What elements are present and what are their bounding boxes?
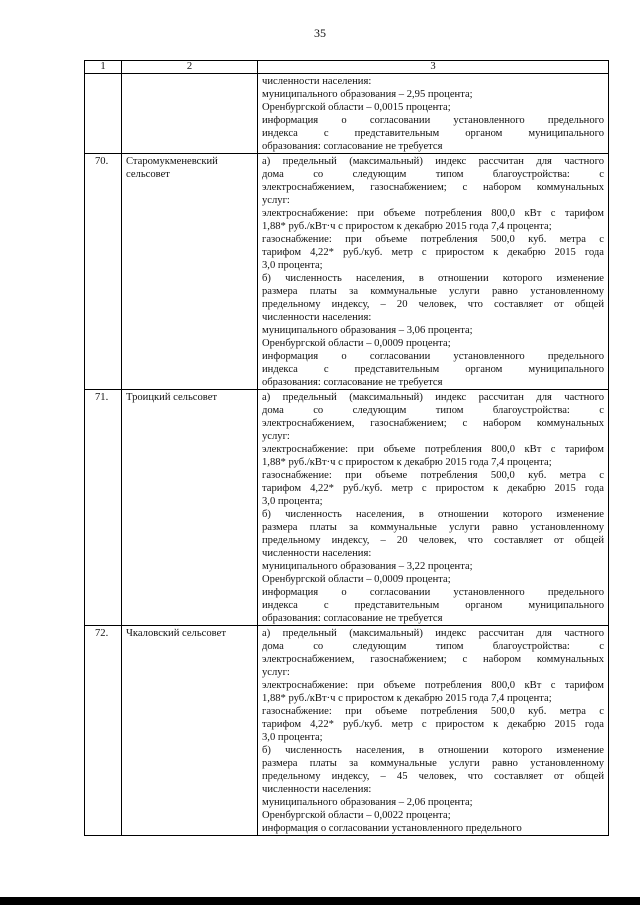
description-line: тарифом 4,22* руб./куб. метр с приростом к декабрю 2015 года xyxy=(262,483,604,494)
description-line: Оренбургской области – 0,0015 процента; xyxy=(262,102,451,113)
description-line: а) предельный (максимальный) индекс рассчитан для частного xyxy=(262,156,604,167)
description-line: Оренбургской области – 0,0009 процента; xyxy=(262,338,451,349)
description-line: предельному индексу, – 20 человек, что составляет от общей xyxy=(262,535,604,546)
table-row xyxy=(85,390,609,626)
description-line: б) численность населения, в отношении которого изменение xyxy=(262,509,604,520)
description-line: Оренбургской области – 0,0022 процента; xyxy=(262,810,451,821)
row-number: 72. xyxy=(85,626,122,836)
scan-edge-bar xyxy=(0,897,640,905)
row-number: 71. xyxy=(85,390,122,626)
description-line: численности населения: xyxy=(262,784,372,795)
description-line: Оренбургской области – 0,0009 процента; xyxy=(262,574,451,585)
description-line: образования: согласование не требуется xyxy=(262,613,443,624)
description-line: предельному индексу, – 45 человек, что составляет от общей xyxy=(262,771,604,782)
description-line: тарифом 4,22* руб./куб. метр с приростом к декабрю 2015 года xyxy=(262,247,604,258)
description-line: дома со следующим типом благоустройства: с xyxy=(262,169,604,180)
description-line: образования: согласование не требуется xyxy=(262,377,443,388)
header-col-1: 1 xyxy=(85,61,122,74)
description-line: электроснабжением, газоснабжением; с набором коммунальных xyxy=(262,418,604,429)
description-line: электроснабжением, газоснабжением; с набором коммунальных xyxy=(262,182,604,193)
table-row xyxy=(85,626,609,836)
description-line: муниципального образования – 2,95 процента; xyxy=(262,89,473,100)
municipality-name xyxy=(122,74,258,154)
description-line: муниципального образования – 3,06 процента; xyxy=(262,325,473,336)
description-line: информация о согласовании установленного предельного xyxy=(262,587,604,598)
description-line: б) численность населения, в отношении которого изменение xyxy=(262,745,604,756)
municipality-name: Старомукменевский сельсовет xyxy=(122,154,258,390)
description-line: численности населения: xyxy=(262,76,372,87)
page-number: 35 xyxy=(314,26,326,40)
table-header-row xyxy=(85,61,609,74)
description-line: предельному индексу, – 20 человек, что составляет от общей xyxy=(262,299,604,310)
description-line: газоснабжение: при объеме потребления 500,0 куб. метра с xyxy=(262,706,604,717)
row-number xyxy=(85,74,122,154)
description-line: индекса с представительным органом муниципального xyxy=(262,364,604,375)
description-line: 3,0 процента; xyxy=(262,260,323,271)
description-line: индекса с представительным органом муниципального xyxy=(262,600,604,611)
description-line: муниципального образования – 3,22 процента; xyxy=(262,561,473,572)
table-row xyxy=(85,74,609,154)
municipality-name: Троицкий сельсовет xyxy=(122,390,258,626)
description-line: дома со следующим типом благоустройства: с xyxy=(262,405,604,416)
description-line: электроснабжением, газоснабжением; с набором коммунальных xyxy=(262,654,604,665)
description-line: тарифом 4,22* руб./куб. метр с приростом к декабрю 2015 года xyxy=(262,719,604,730)
row-number: 70. xyxy=(85,154,122,390)
table-row xyxy=(85,154,609,390)
description-line: 3,0 процента; xyxy=(262,496,323,507)
description-line: образования: согласование не требуется xyxy=(262,141,443,152)
document-table xyxy=(84,60,609,836)
index-description xyxy=(258,74,609,154)
description-line: размера платы за коммунальные услуги равно установленному xyxy=(262,522,604,533)
header-col-3: 3 xyxy=(258,61,609,74)
description-line: размера платы за коммунальные услуги равно установленному xyxy=(262,286,604,297)
description-line: а) предельный (максимальный) индекс рассчитан для частного xyxy=(262,392,604,403)
index-description xyxy=(258,626,609,836)
description-line: информация о согласовании установленного предельного xyxy=(262,351,604,362)
description-line: а) предельный (максимальный) индекс рассчитан для частного xyxy=(262,628,604,639)
description-line: численности населения: xyxy=(262,548,372,559)
description-line: информация о согласовании установленного предельного xyxy=(262,115,604,126)
municipality-name: Чкаловский сельсовет xyxy=(122,626,258,836)
description-line: газоснабжение: при объеме потребления 500,0 куб. метра с xyxy=(262,470,604,481)
description-line: 1,88* руб./кВт·ч с приростом к декабрю 2015 года 7,4 процента; xyxy=(262,457,552,468)
header-col-2: 2 xyxy=(122,61,258,74)
description-line: электроснабжение: при объеме потребления 800,0 кВт с тарифом xyxy=(262,680,604,691)
description-line: численности населения: xyxy=(262,312,372,323)
index-description xyxy=(258,154,609,390)
description-line: индекса с представительным органом муниципального xyxy=(262,128,604,139)
index-description xyxy=(258,390,609,626)
description-line: электроснабжение: при объеме потребления 800,0 кВт с тарифом xyxy=(262,444,604,455)
description-line: б) численность населения, в отношении которого изменение xyxy=(262,273,604,284)
description-line: газоснабжение: при объеме потребления 500,0 куб. метра с xyxy=(262,234,604,245)
description-line: муниципального образования – 2,06 процента; xyxy=(262,797,473,808)
description-line: 3,0 процента; xyxy=(262,732,323,743)
description-line: дома со следующим типом благоустройства: с xyxy=(262,641,604,652)
description-line: электроснабжение: при объеме потребления 800,0 кВт с тарифом xyxy=(262,208,604,219)
description-line: услуг: xyxy=(262,195,290,206)
description-line: 1,88* руб./кВт·ч с приростом к декабрю 2015 года 7,4 процента; xyxy=(262,221,552,232)
description-line: информация о согласовании установленного предельного xyxy=(262,823,522,834)
description-line: услуг: xyxy=(262,431,290,442)
description-line: размера платы за коммунальные услуги равно установленному xyxy=(262,758,604,769)
description-line: услуг: xyxy=(262,667,290,678)
description-line: 1,88* руб./кВт·ч с приростом к декабрю 2015 года 7,4 процента; xyxy=(262,693,552,704)
